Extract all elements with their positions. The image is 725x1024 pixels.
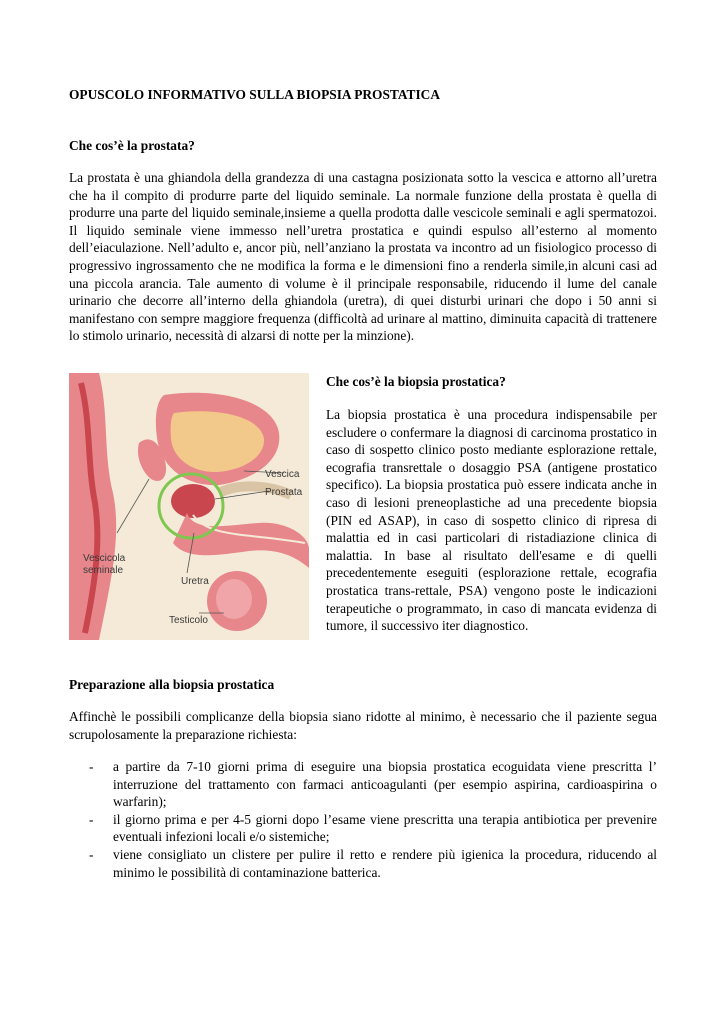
section-heading-preparazione: Preparazione alla biopsia prostatica [69,677,275,692]
list-bullet: - [89,759,94,774]
prostate-shape [171,484,215,518]
list-bullet: - [89,846,94,862]
list-item [69,846,657,881]
label-testicolo: Testicolo [169,615,208,626]
label-vescicola-2: seminale [83,565,124,576]
list-item [69,811,657,846]
list-bullet: - [89,811,94,827]
label-prostata: Prostata [265,487,303,498]
list-item-text: viene consigliato un clistere per pulire il retto e rendere più igienica la procedura, riducendo al minimo le possibilità di contaminazione batterica. [113,846,657,880]
paragraph-preparazione-intro: Affinchè le possibili complicanze della biopsia siano ridotte al minimo, è necessario che il paziente segua scrupolosamente la preparazione richiesta: [69,709,657,742]
section-heading-biopsia: Che cos’è la biopsia prostatica? [326,374,506,389]
preparation-list [69,758,657,881]
paragraph-biopsia: La biopsia prostatica è una procedura indispensabile per escludere o confermare la diagnosi di carcinoma prostatico in caso di sospetto clinico posto mediante esplorazione rettale, ecografia transrettale o dosaggio PSA (antigene prostatico specifico). La biopsia prostatica può essere indicata anche in caso di lesioni preneoplastiche ad una precedente biopsia (PIN ed ASAP), in caso di sospetto clinico di ripresa di malattia ed in casi particolari di ristadiazione clinica di malattia. In base al risultato dell'esame e di quelli precedentemente eseguiti (esplorazione rettale, ecografia prostatica trans-rettale, PSA) vengono poste le indicazioni terapeutiche o programmato, in caso di mancata evidenza di tumore, il successivo iter diagnostico. [326,407,657,634]
label-vescicola-1: Vescicola [83,553,126,564]
list-item-text: a partire da 7-10 giorni prima di eseguire una biopsia prostatica ecoguidata viene prescritta l’ interruzione del trattamento con farmaci anticoagulanti (per esempio aspirina, cardioaspirina o warfarin); [113,759,657,810]
paragraph-prostata: La prostata è una ghiandola della grandezza di una castagna posizionata sotto la vescica e attorno all’uretra che ha il compito di produrre parte del liquido seminale. La normale funzione della prostata è quella di produrre una parte del liquido seminale,insieme a quella prodotta dalle vescicole seminali e agli spermatozoi. Il liquido seminale viene immesso nell’uretra prostatica e quindi espulso all’esterno al momento dell’eiaculazione. Nell’adulto e, ancor più, nell’anziano la prostata va incontro ad un fisiologico processo di progressivo ingrossamento che ne modifica la forma e le dimensioni fino a renderla simile,in alcuni casi ad una piccola arancia. Tale aumento di volume è il principale responsabile, riducendo il lume del canale urinario che decorre all’interno della ghiandola (uretra), di quei disturbi urinari che dopo i 50 anni si manifestano con sempre maggiore frequenza (difficoltà ad urinare al mattino, diminuita capacità di trattenere lo stimolo urinario, necessità di alzarsi di notte per la minzione). [69,170,657,344]
list-item-text: il giorno prima e per 4-5 giorni dopo l’esame viene prescritta una terapia antibiotica per prevenire eventuali infezioni locali e/o sistemiche; [113,811,657,845]
prostate-anatomy-illustration [69,373,309,640]
section-heading-prostata: Che cos’è la prostata? [69,138,195,153]
document-title: OPUSCOLO INFORMATIVO SULLA BIOPSIA PROSTATICA [69,87,441,102]
list-item [69,758,657,811]
label-vescica: Vescica [265,469,300,480]
label-uretra: Uretra [181,576,209,587]
